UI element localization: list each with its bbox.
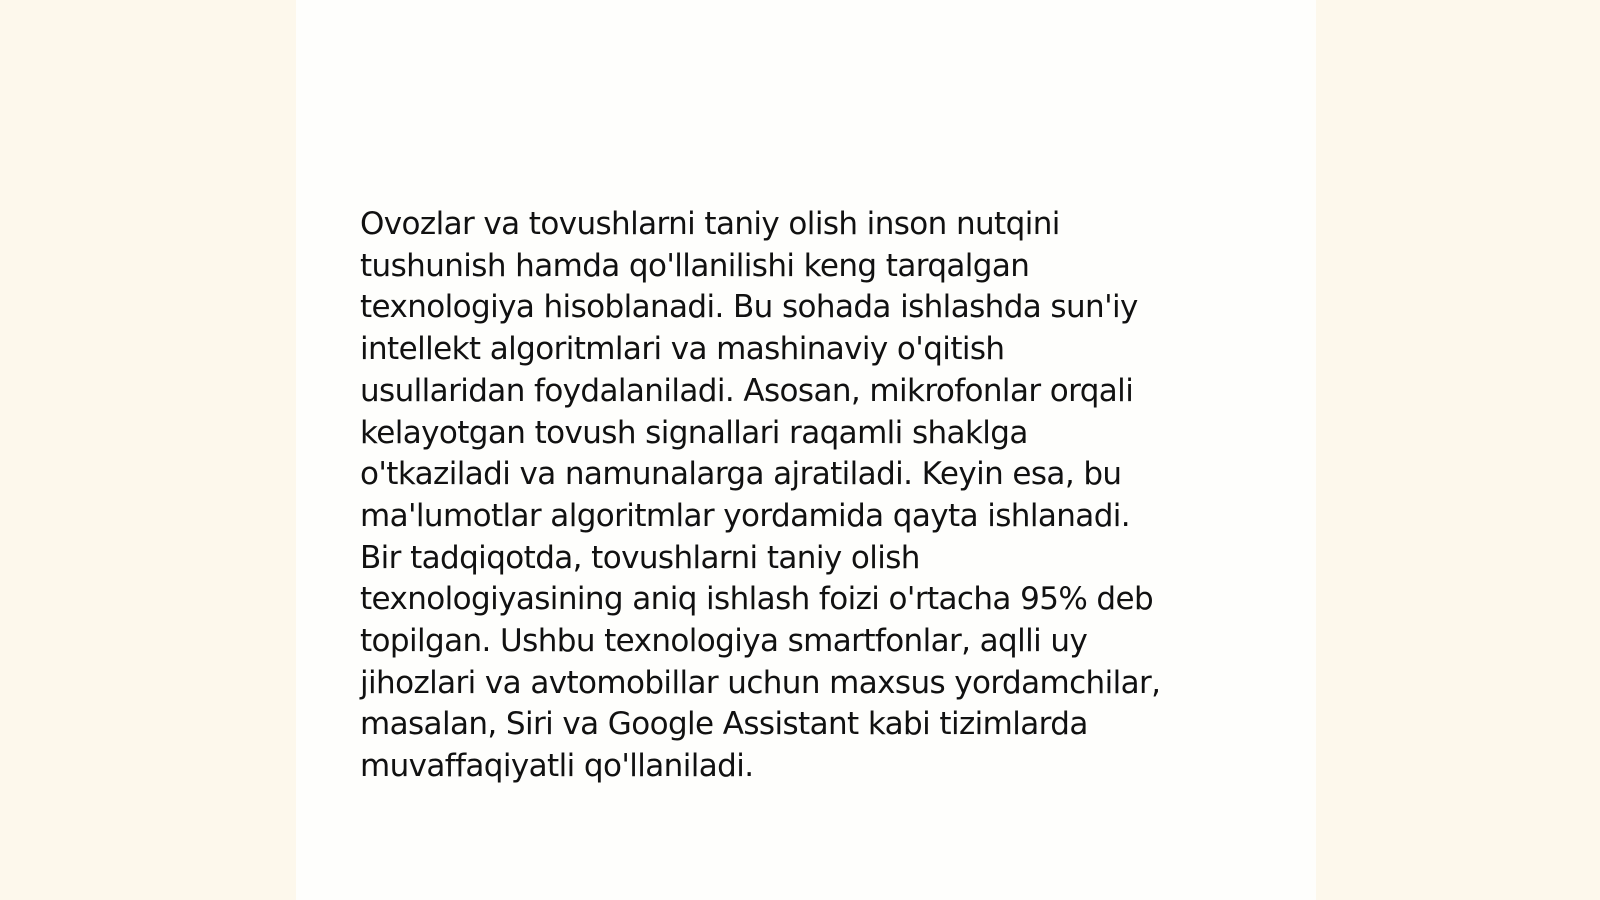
paragraph-line-1: Ovozlar va tovushlarni taniy olish inson nutqini	[360, 206, 1060, 242]
paragraph-line-3: texnologiya hisoblanadi. Bu sohada ishlashda sun'iy	[360, 289, 1138, 326]
paragraph-line-12: jihozlari va avtomobillar uchun maxsus yordamchilar,	[360, 664, 1161, 701]
document-page	[296, 0, 1316, 900]
paragraph-line-5: usullaridan foydalaniladi. Asosan, mikrofonlar orqali	[360, 372, 1134, 409]
paragraph-line-6: kelayotgan tovush signallari raqamli shaklga	[360, 414, 1028, 451]
paragraph-line-4: intellekt algoritmlari va mashinaviy o'qitish	[360, 331, 1005, 368]
paragraph-line-2: tushunish hamda qo'llanilishi keng tarqalgan	[360, 247, 1030, 284]
paragraph-line-11: topilgan. Ushbu texnologiya smartfonlar, aqlli uy	[360, 623, 1088, 660]
paragraph-line-13: masalan, Siri va Google Assistant kabi tizimlarda	[360, 706, 1088, 743]
paragraph-line-9: Bir tadqiqotda, tovushlarni taniy olish	[360, 539, 920, 576]
paragraph-line-14: muvaffaqiyatli qo'llaniladi.	[360, 748, 754, 785]
paragraph-line-7: o'tkaziladi va namunalarga ajratiladi. Keyin esa, bu	[360, 456, 1122, 493]
paragraph-line-10: texnologiyasining aniq ishlash foizi o'rtacha 95% deb	[360, 581, 1154, 618]
paragraph-line-8: ma'lumotlar algoritmlar yordamida qayta ishlanadi.	[360, 497, 1131, 534]
body-paragraph	[360, 204, 1250, 788]
